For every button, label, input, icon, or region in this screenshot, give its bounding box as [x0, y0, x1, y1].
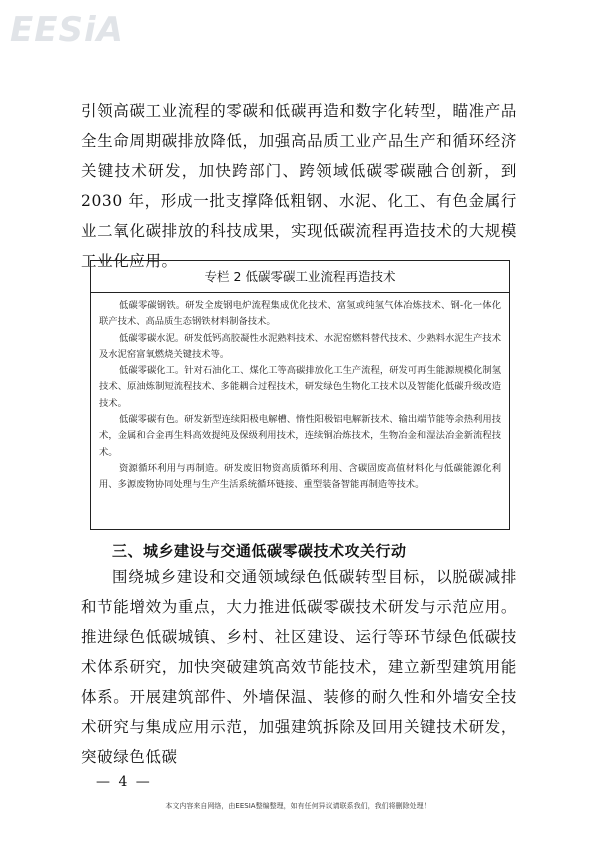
box-item-steel: 低碳零碳钢铁。研发全废钢电炉流程集成优化技术、富氢或纯氢气体冶炼技术、钢-化一体化联产技术、高品质生态钢铁材料制备技术。	[99, 300, 501, 328]
intro-paragraph: 引领高碳工业流程的零碳和低碳再造和数字化转型，瞄准产品全生命周期碳排放降低，加强高品质工业产品生产和循环经济关键技术研发，加快跨部门、跨领域低碳零碳融合创新，到 2030 年，形成一批支撑降低粗钢、水泥、化工、有色金属行业二氧化碳排放的科技成果，实现低碳流程再造技术的大规模工业化应用。	[81, 102, 517, 270]
box-item-nonferrous: 低碳零碳有色。研发新型连续阳极电解槽、惰性阳极铝电解新技术、输出端节能等余热利用技术，金属和合金再生料高效提纯及保级利用技术，连续铜冶炼技术，生物冶金和湿法冶金新流程技术。	[99, 414, 501, 458]
box-title: 专栏 2 低碳零碳工业流程再造技术	[91, 261, 509, 293]
box-item-cement: 低碳零碳水泥。研发低钙高胶凝性水泥熟料技术、水泥窑燃料替代技术、少熟料水泥生产技术及水泥窑富氧燃烧关键技术等。	[99, 332, 501, 360]
watermark-logo: EESiA	[10, 10, 124, 50]
section-heading: 三、城乡建设与交通低碳零碳技术攻关行动	[112, 542, 407, 560]
page-number: — 4 —	[96, 774, 152, 790]
section-paragraph: 围绕城乡建设和交通领域绿色低碳转型目标，以脱碳减排和节能增效为重点，大力推进低碳零碳技术研发与示范应用。推进绿色低碳城镇、乡村、社区建设、运行等环节绿色低碳技术体系研究，加快突破建筑高效节能技术，建立新型建筑用能体系。开展建筑部件、外墙保温、装修的耐久性和外墙安全技术研究与集成应用示范，加强建筑拆除及回用关键技术研发，突破绿色低碳	[81, 568, 517, 766]
special-column-box	[90, 260, 510, 530]
box-item-recycling: 资源循环利用与再制造。研发废旧物资高质循环利用、含碳固废高值材料化与低碳能源化利用、多源废物协同处理与生产生活系统循环链接、重型装备智能再制造等技术。	[99, 462, 501, 491]
box-items	[91, 293, 509, 494]
footer-note: 本文内容来自网络，由EESIA整编整理，如有任何异议请联系我们，我们将删除处理！	[165, 802, 431, 810]
box-item-chemical: 低碳零碳化工。针对石油化工、煤化工等高碳排放化工生产流程，研发可再生能源规模化制氢技术、原油炼制短流程技术、多能耦合过程技术，研发绿色生物化工技术以及智能化低碳升级改造技术。	[99, 365, 501, 409]
